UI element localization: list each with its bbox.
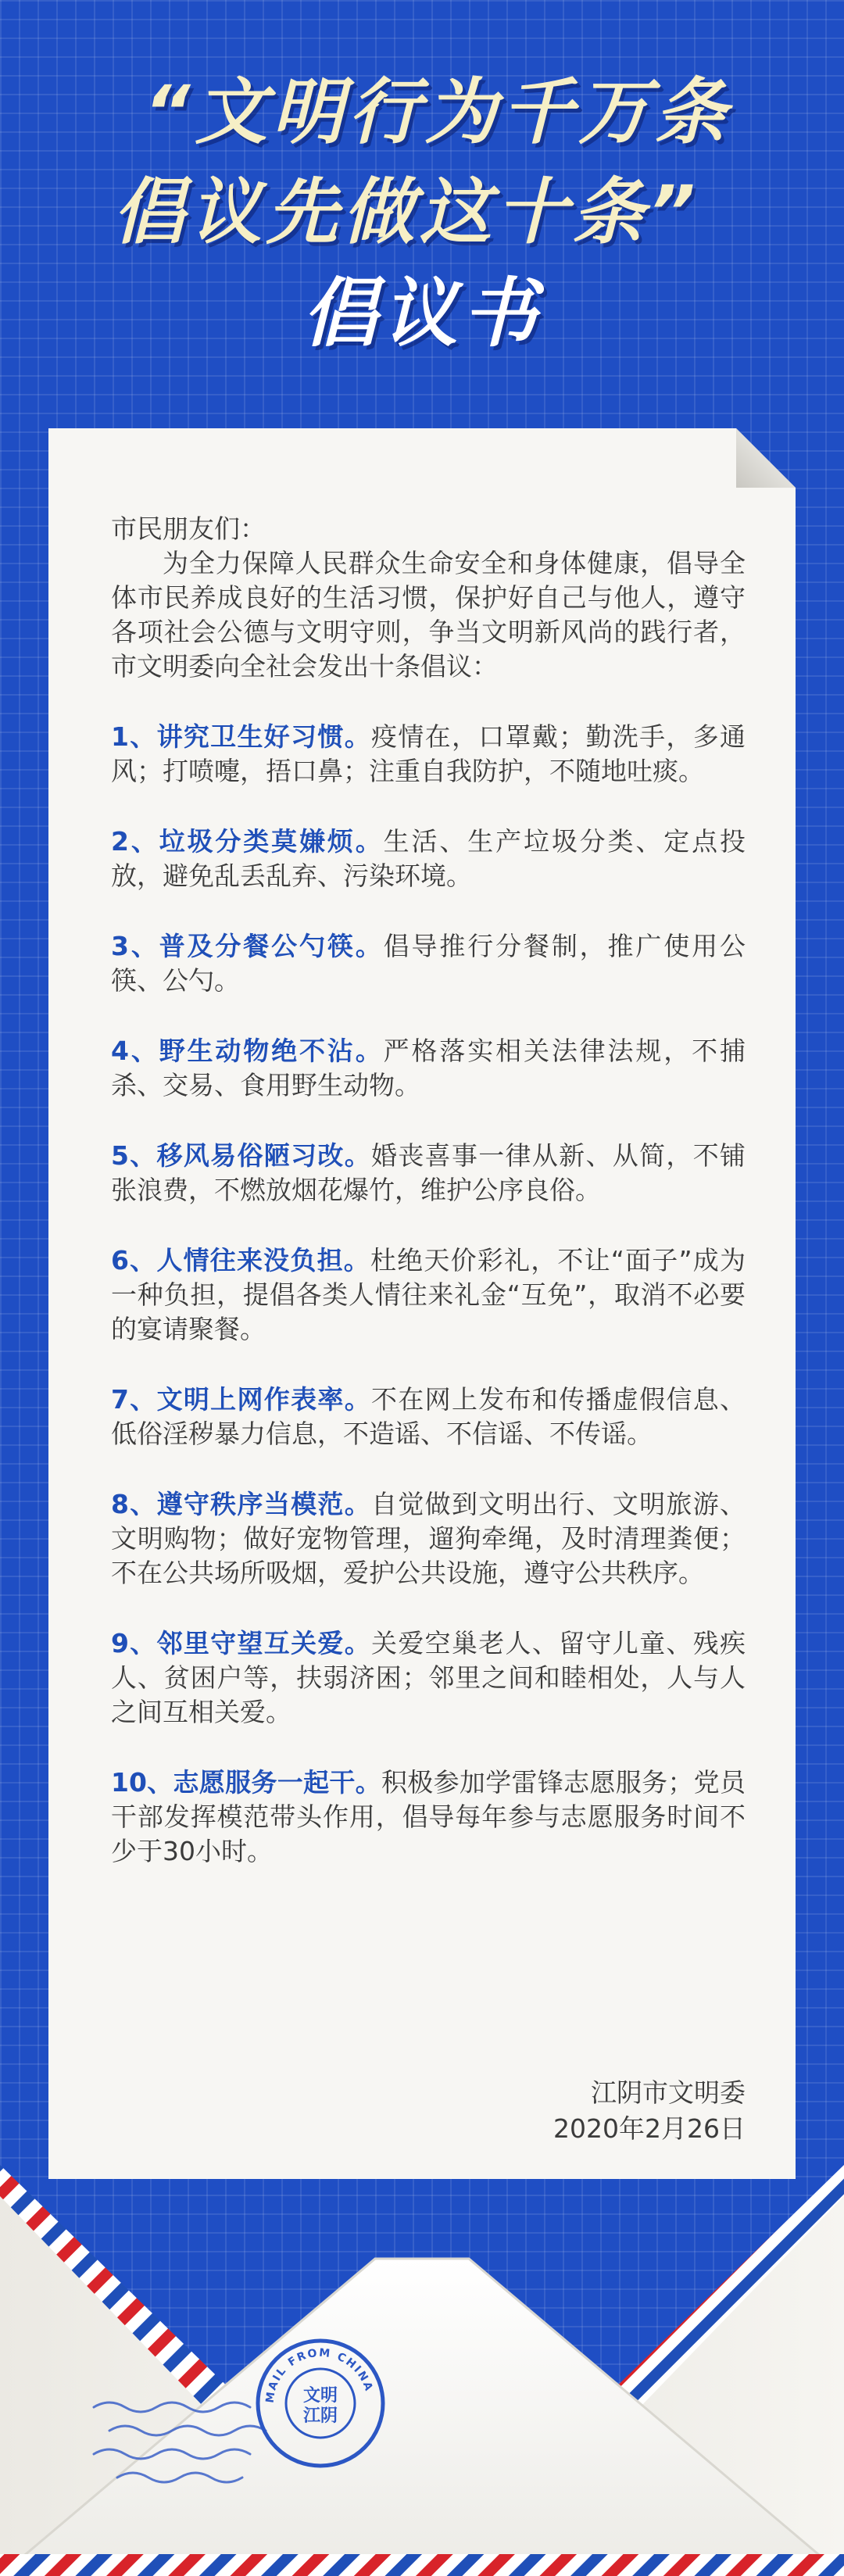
title-line-1: “文明行为千万条 xyxy=(144,70,731,154)
proposal-heading: 3、普及分餐公勺筷。 xyxy=(111,931,384,961)
signature-block xyxy=(553,2075,746,2147)
proposal-text: 自觉做到文明出行、文明旅游、文明购物；做好宠物管理，遛狗牵绳，及时清理粪便；不在公共场所吸烟，爱护公共设施，遵守公共秩序。 xyxy=(111,1489,746,1588)
intro-paragraph: 为全力保障人民群众生命安全和身体健康，倡导全体市民养成良好的生活习惯，保护好自己与他人，遵守各项社会公德与文明守则，争当文明新风尚的践行者，市文明委向全社会发出十条倡议： xyxy=(111,548,746,682)
proposal-text: 杜绝天价彩礼，不让“面子”成为一种负担，提倡各类人情往来礼金“互免”，取消不必要的宴请聚餐。 xyxy=(111,1245,746,1344)
postmark-stamp xyxy=(254,2337,387,2470)
proposal-item xyxy=(111,1034,746,1103)
proposal-text: 不在网上发布和传播虚假信息、低俗淫秽暴力信息，不造谣、不信谣、不传谣。 xyxy=(111,1384,746,1449)
proposal-heading: 9、邻里守望互关爱。 xyxy=(111,1628,372,1658)
proposal-item xyxy=(111,1626,746,1730)
proposal-heading: 8、遵守秩序当模范。 xyxy=(111,1489,372,1519)
stamp-center-line-2: 江阴 xyxy=(302,2406,338,2426)
proposal-heading: 6、人情往来没负担。 xyxy=(111,1245,370,1275)
stamp-ring-text: MAIL FROM CHINA xyxy=(263,2346,376,2404)
proposal-text: 生活、生产垃圾分类、定点投放，避免乱丢乱弃、污染环境。 xyxy=(111,826,746,891)
paper-corner-fold xyxy=(736,428,796,488)
proposal-item xyxy=(111,1243,746,1347)
title-block xyxy=(0,63,844,364)
proposal-item xyxy=(111,825,746,893)
letter-body xyxy=(111,512,746,1869)
date: 2020年2月26日 xyxy=(553,2113,746,2144)
proposal-text: 关爱空巢老人、留守儿童、残疾人、贫困户等，扶弱济困；邻里之间和睦相处，人与人之间互相关爱。 xyxy=(111,1628,746,1727)
stamp-center-line-1: 文明 xyxy=(302,2386,338,2406)
proposal-heading: 2、垃圾分类莫嫌烦。 xyxy=(111,826,384,857)
proposal-text: 倡导推行分餐制，推广使用公筷、公勺。 xyxy=(111,931,746,996)
proposal-text: 严格落实相关法律法规，不捕杀、交易、食用野生动物。 xyxy=(111,1036,746,1100)
signature: 江阴市文明委 xyxy=(591,2077,746,2108)
proposal-item xyxy=(111,1383,746,1451)
proposal-text: 疫情在，口罩戴；勤洗手，多通风；打喷嚏，捂口鼻；注重自我防护，不随地吐痰。 xyxy=(111,721,746,786)
title-line-2: 倡议先做这十条” xyxy=(113,170,700,254)
proposal-heading: 10、志愿服务一起干。 xyxy=(111,1767,381,1798)
proposal-text: 积极参加学雷锋志愿服务；党员干部发挥模范带头作用，倡导每年参与志愿服务时间不少于30小时。 xyxy=(111,1767,746,1866)
title-line-3: 倡议书 xyxy=(302,270,542,357)
proposal-text: 婚丧喜事一律从新、从简，不铺张浪费，不燃放烟花爆竹，维护公序良俗。 xyxy=(111,1140,746,1205)
proposal-heading: 4、野生动物绝不沾。 xyxy=(111,1036,384,1066)
proposal-item xyxy=(111,1139,746,1208)
proposal-item xyxy=(111,1766,746,1869)
greeting: 市民朋友们： xyxy=(111,513,266,544)
proposal-heading: 7、文明上网作表率。 xyxy=(111,1384,372,1415)
proposal-item xyxy=(111,720,746,789)
proposal-item xyxy=(111,929,746,998)
proposal-heading: 1、讲究卫生好习惯。 xyxy=(111,721,372,752)
proposal-item xyxy=(111,1487,746,1590)
proposal-heading: 5、移风易俗陋习改。 xyxy=(111,1140,372,1171)
